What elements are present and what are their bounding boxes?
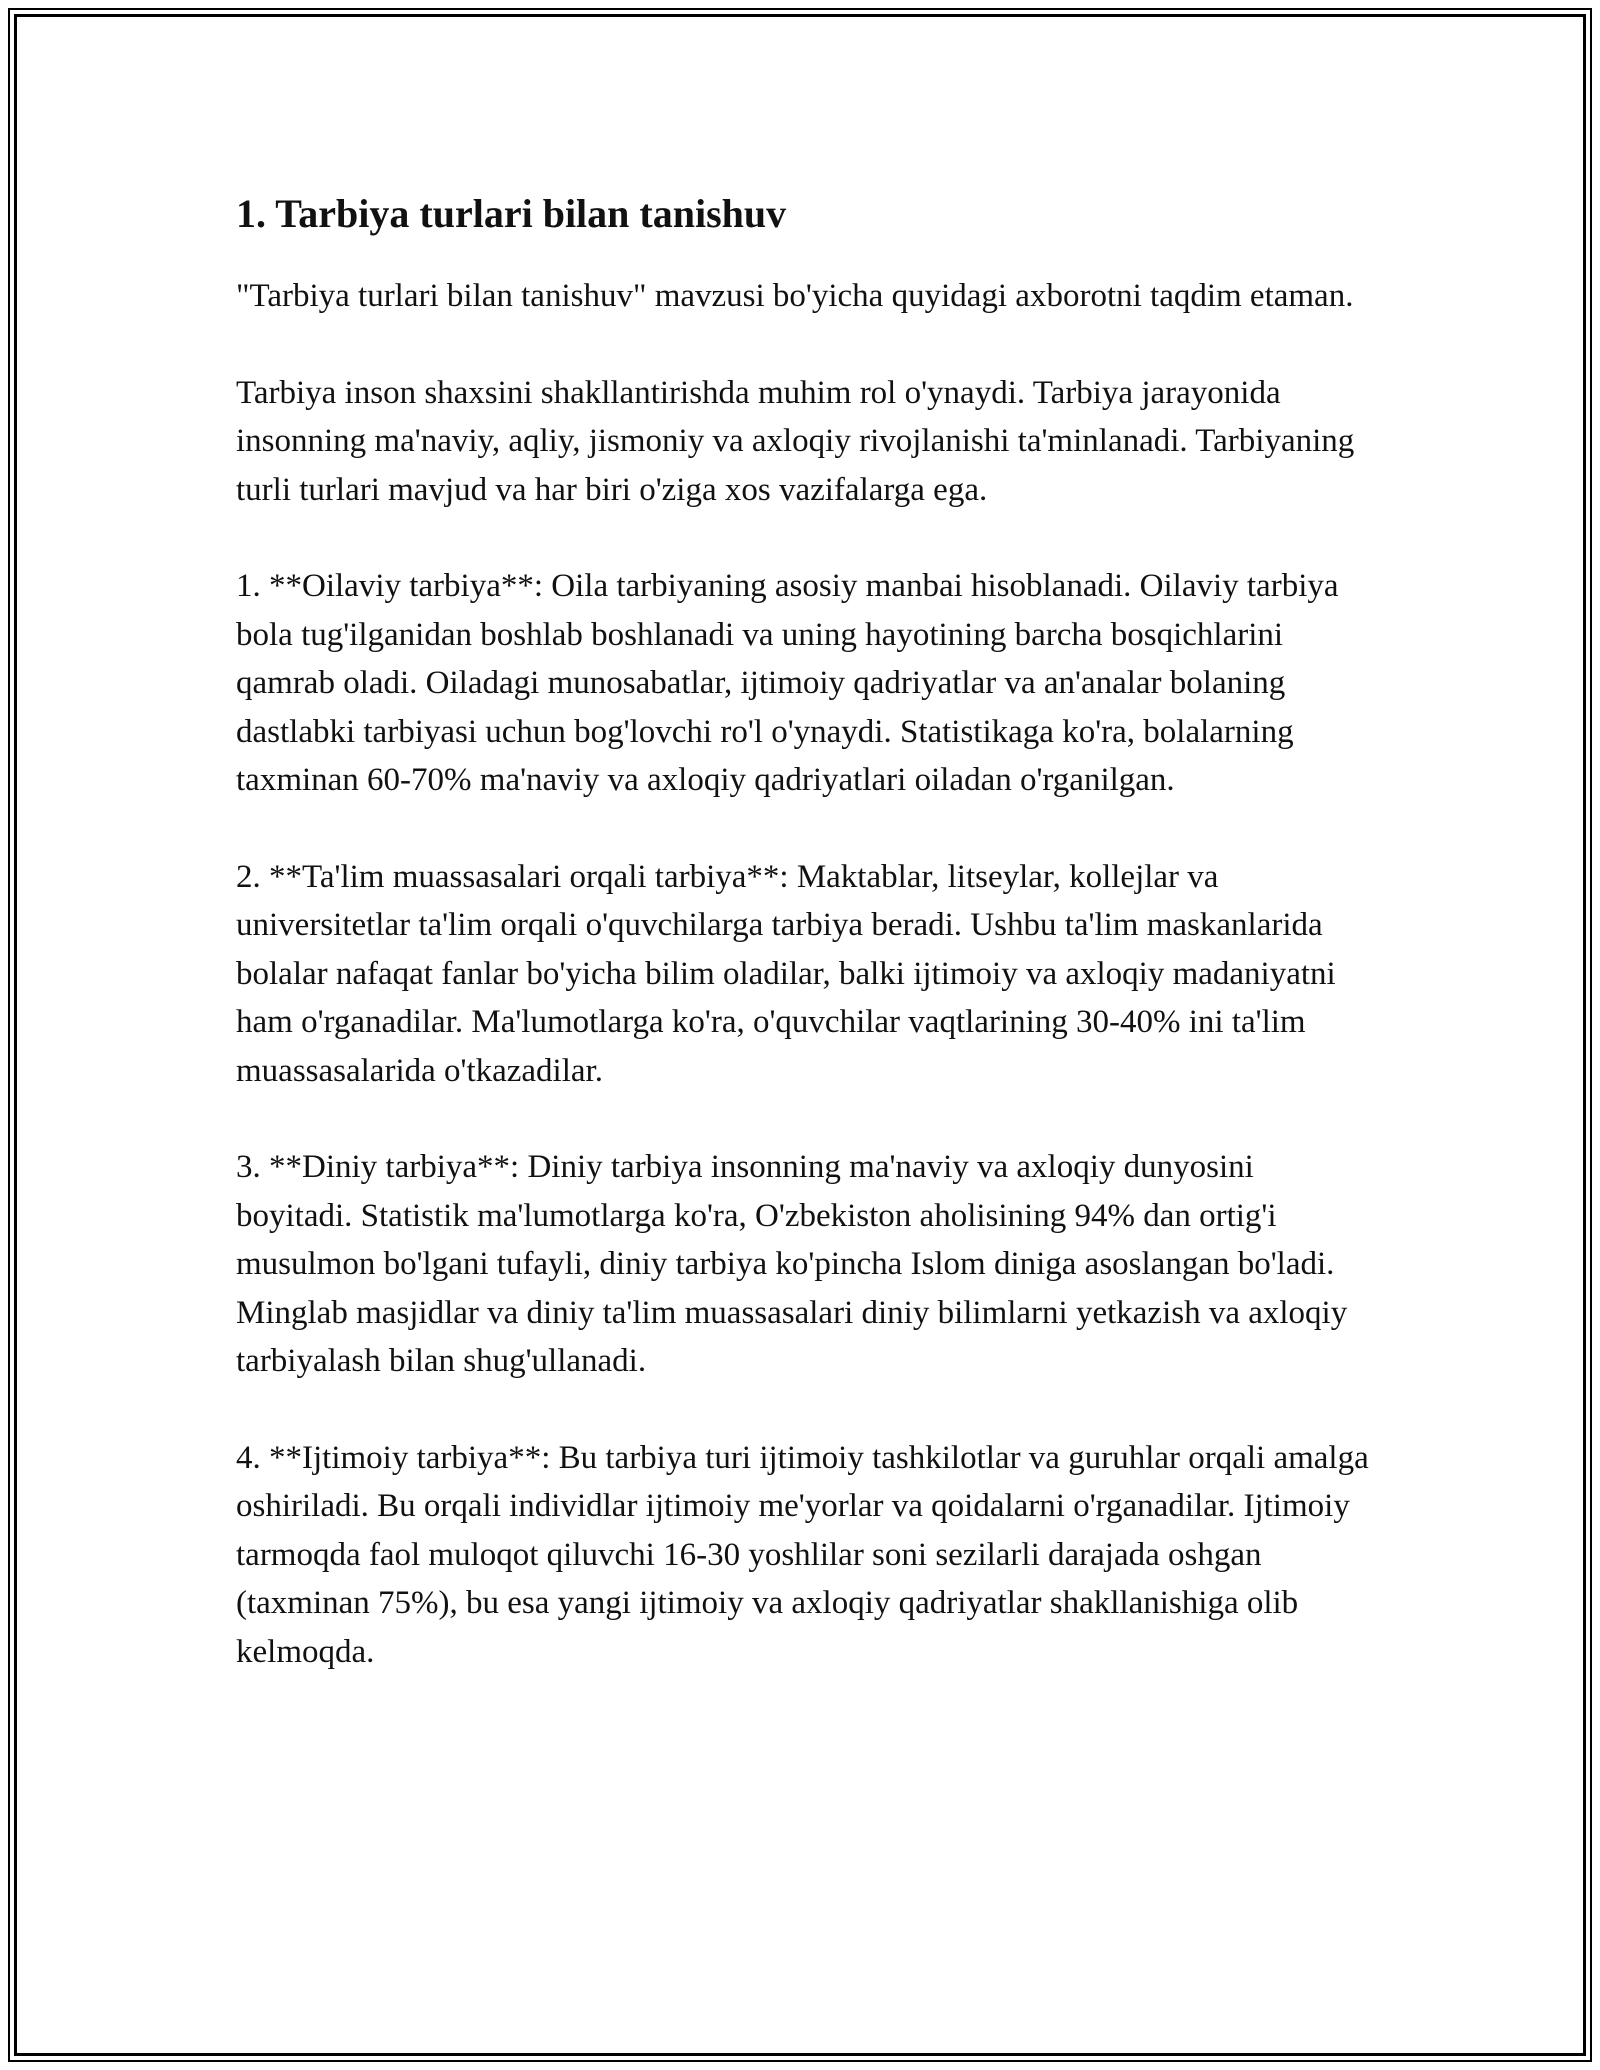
document-body — [236, 184, 1376, 1676]
overview-paragraph: Tarbiya inson shaxsini shakllantirishda muhim rol o'ynaydi. Tarbiya jarayonida insonning ma'naviy, aqliy, jismoniy va axloqiy rivojlanishi ta'minlanadi. Tarbiyaning turli turlari mavjud va har biri o'ziga xos vazifalarga ega. — [236, 374, 1355, 508]
family-upbringing-paragraph: 1. **Oilaviy tarbiya**: Oila tarbiyaning asosiy manbai hisoblanadi. Oilaviy tarbiya bola tug'ilganidan boshlab boshlanadi va uning hayotining barcha bosqichlarini qamrab oladi. Oiladagi munosabatlar, ijtimoiy qadriyatlar va an'analar bolaning dastlabki tarbiyasi uchun bog'lovchi ro'l o'ynaydi. Statistikaga ko'ra, bolalarning taxminan 60-70% ma'naviy va axloqiy qadriyatlari oiladan o'rganilgan. — [236, 568, 1339, 798]
educational-upbringing-paragraph: 2. **Ta'lim muassasalari orqali tarbiya**: Maktablar, litseylar, kollejlar va universitetlar ta'lim orqali o'quvchilarga tarbiya beradi. Ushbu ta'lim maskanlarida bolalar nafaqat fanlar bo'yicha bilim oladilar, balki ijtimoiy va axloqiy madaniyatni ham o'rganadilar. Ma'lumotlarga ko'ra, o'quvchilar vaqtlarining 30-40% ini ta'lim muassasalarida o'tkazadilar. — [236, 858, 1336, 1089]
intro-paragraph: "Tarbiya turlari bilan tanishuv" mavzusi bo'yicha quyidagi axborotni taqdim etaman. — [236, 278, 1354, 314]
section-heading: 1. Tarbiya turlari bilan tanishuv — [236, 191, 787, 236]
religious-upbringing-paragraph: 3. **Diniy tarbiya**: Diniy tarbiya insonning ma'naviy va axloqiy dunyosini boyitadi. Statistik ma'lumotlarga ko'ra, O'zbekiston aholisining 94% dan ortig'i musulmon bo'lgani tufayli, diniy tarbiya ko'pincha Islom diniga asoslangan bo'ladi. Minglab masjidlar va diniy ta'lim muassasalari diniy bilimlarni yetkazish va axloqiy tarbiyalash bilan shug'ullanadi. — [236, 1149, 1348, 1379]
social-upbringing-paragraph: 4. **Ijtimoiy tarbiya**: Bu tarbiya turi ijtimoiy tashkilotlar va guruhlar orqali amalga oshiriladi. Bu orqali individlar ijtimoiy me'yorlar va qoidalarni o'rganadilar. Ijtimoiy tarmoqda faol muloqot qiluvchi 16-30 yoshlilar soni sezilarli darajada oshgan (taxminan 75%), bu esa yangi ijtimoiy va axloqiy qadriyatlar shakllanishiga olib kelmoqda. — [236, 1439, 1369, 1670]
